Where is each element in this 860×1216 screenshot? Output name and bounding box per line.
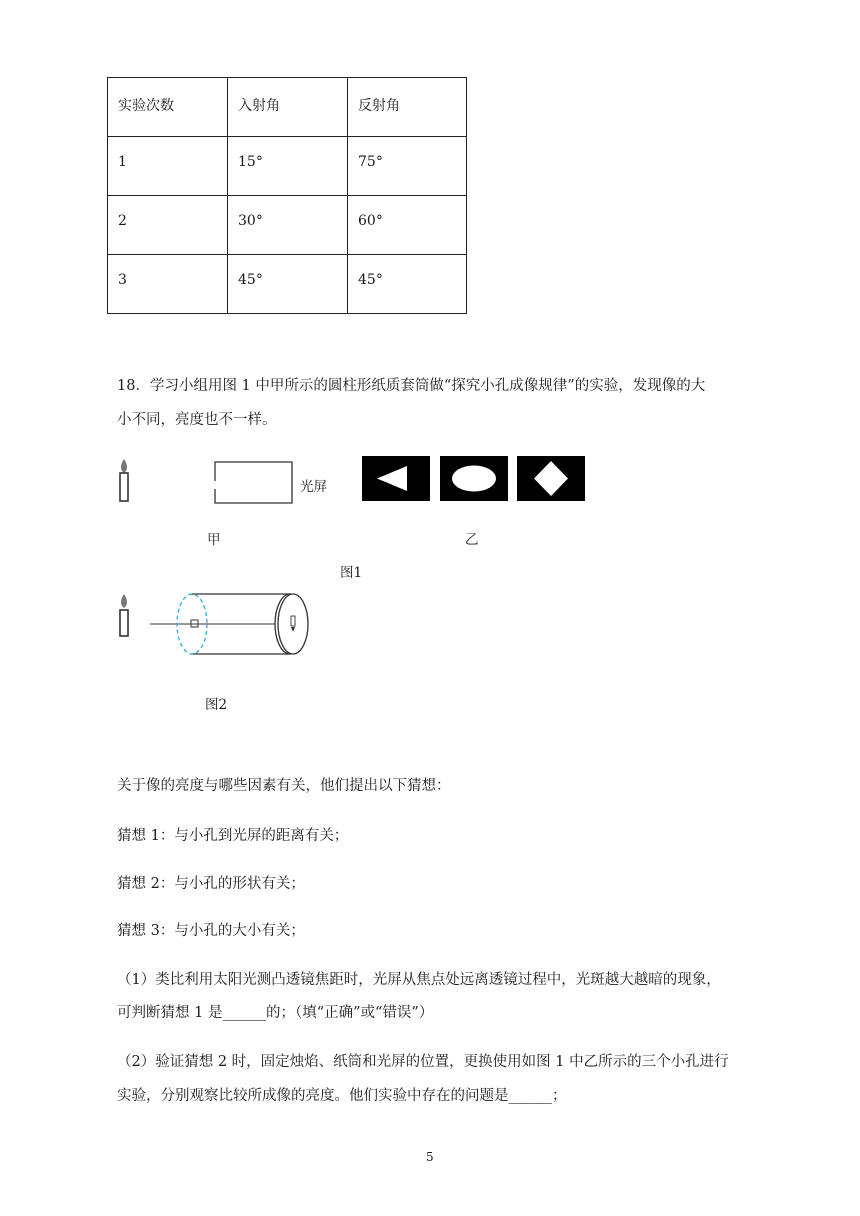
candle-icon xyxy=(120,594,128,636)
figure-2-diagram xyxy=(110,590,330,665)
guess-intro: 关于像的亮度与哪些因素有关，他们提出以下猜想： xyxy=(117,778,451,794)
table-cell: 45° xyxy=(348,255,467,314)
label-jia: 甲 xyxy=(207,532,221,548)
table-cell: 15° xyxy=(228,137,348,196)
question-1-line-2: 可判断猜想 1 是______的；（填“正确”或“错误”） xyxy=(117,1005,434,1021)
table-cell: 2 xyxy=(108,196,228,255)
data-table xyxy=(107,77,467,314)
table-cell: 3 xyxy=(108,255,228,314)
figure-2-caption: 图2 xyxy=(205,697,228,713)
paper-tube-jia xyxy=(215,462,292,503)
guess-1: 猜想 1：与小孔到光屏的距离有关； xyxy=(117,828,349,844)
hole-diamond xyxy=(517,456,585,501)
table-header-row xyxy=(108,78,467,137)
label-yi: 乙 xyxy=(465,532,479,548)
guess-2: 猜想 2：与小孔的形状有关； xyxy=(117,876,305,892)
hole-triangle xyxy=(362,456,430,501)
table-cell: 60° xyxy=(348,196,467,255)
candle-icon xyxy=(120,459,128,501)
table-row xyxy=(108,137,467,196)
hole-ellipse xyxy=(440,456,508,501)
question-18-line-2: 小不同，亮度也不一样。 xyxy=(117,412,277,428)
page-number: 5 xyxy=(426,1150,434,1164)
table-row xyxy=(108,196,467,255)
question-2-line-2: 实验，分别观察比较所成像的亮度。他们实验中存在的问题是______； xyxy=(117,1088,567,1104)
question-1-line-1: （1）类比利用太阳光测凸透镜焦距时，光屏从焦点处远离透镜过程中，光斑越大越暗的现象， xyxy=(117,972,721,988)
table-header-cell: 实验次数 xyxy=(108,78,228,137)
table-cell: 30° xyxy=(228,196,348,255)
table-cell: 45° xyxy=(228,255,348,314)
table-cell: 1 xyxy=(108,137,228,196)
table-header-cell: 入射角 xyxy=(228,78,348,137)
guess-3: 猜想 3：与小孔的大小有关； xyxy=(117,923,305,939)
screen-label: 光屏 xyxy=(300,479,327,495)
question-2-line-1: （2）验证猜想 2 时，固定烛焰、纸筒和光屏的位置，更换使用如图 1 中乙所示的三个小孔进行 xyxy=(117,1054,729,1070)
table-row xyxy=(108,255,467,314)
table-header-cell: 反射角 xyxy=(348,78,467,137)
figure-1-caption: 图1 xyxy=(340,565,363,581)
figure-1-diagram xyxy=(110,455,600,555)
table-cell: 75° xyxy=(348,137,467,196)
paper-tube-cylinder xyxy=(150,594,308,654)
question-18-line-1: 18．学习小组用图 1 中甲所示的圆柱形纸质套筒做“探究小孔成像规律”的实验，发现像的大 xyxy=(117,378,706,394)
